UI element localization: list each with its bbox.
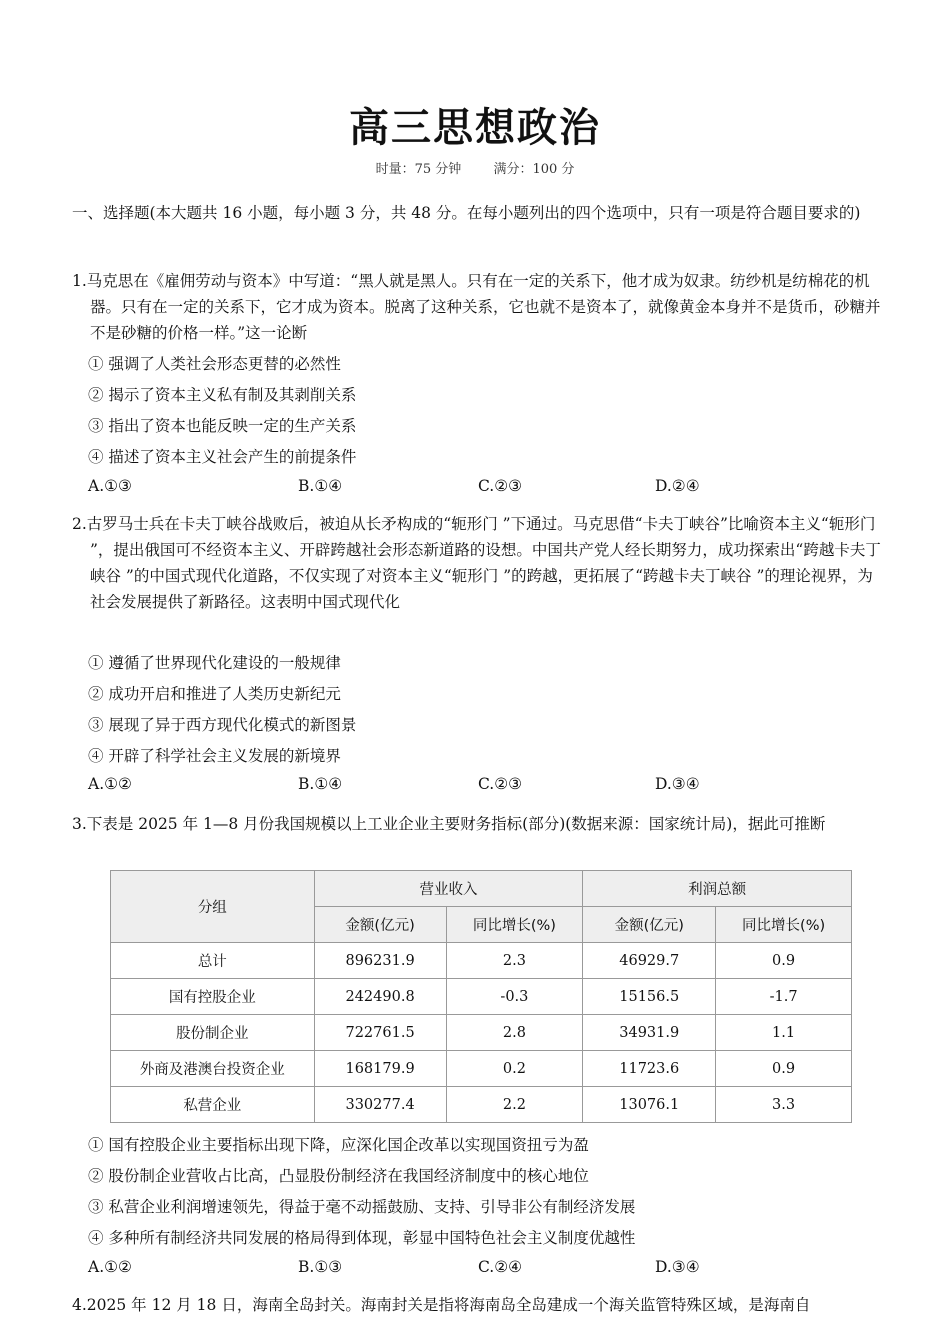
question-1-stem: 1.马克思在《雇佣劳动与资本》中写道：“黑人就是黑人。只有在一定的关系下，他才成为奴隶。纺纱机是纺棉花的机器。只有在一定的关系下，它才成为资本。脱离了这种关系，它也就不是资本了，就像黄金本身并不是货币，砂糖并不是砂糖的价格一样。”这一论断 bbox=[72, 272, 881, 342]
cell-profit-growth: 1.1 bbox=[716, 1015, 852, 1051]
table-row bbox=[111, 979, 852, 1015]
cell-profit: 13076.1 bbox=[583, 1087, 716, 1123]
cell-profit-growth: 3.3 bbox=[716, 1087, 852, 1123]
header-revenue-amount: 金额(亿元) bbox=[314, 907, 446, 943]
choice-b[interactable]: B.①④ bbox=[298, 477, 343, 495]
question-3-option-3: ③ 私营企业利润增速领先，得益于毫不动摇鼓励、支持、引导非公有制经济发展 bbox=[88, 1198, 636, 1216]
table-row bbox=[111, 943, 852, 979]
header-revenue: 营业收入 bbox=[314, 871, 583, 907]
question-2-option-2: ② 成功开启和推进了人类历史新纪元 bbox=[88, 685, 341, 703]
choice-d[interactable]: D.②④ bbox=[655, 477, 700, 495]
cell-revenue-growth: 2.3 bbox=[446, 943, 583, 979]
cell-profit: 34931.9 bbox=[583, 1015, 716, 1051]
header-group: 分组 bbox=[111, 871, 315, 943]
question-1-option-3: ③ 指出了资本也能反映一定的生产关系 bbox=[88, 417, 357, 435]
cell-revenue: 168179.9 bbox=[314, 1051, 446, 1087]
question-4 bbox=[72, 1292, 882, 1318]
cell-profit-growth: 0.9 bbox=[716, 943, 852, 979]
choice-c[interactable]: C.②④ bbox=[478, 1258, 523, 1276]
choice-c[interactable]: C.②③ bbox=[478, 477, 523, 495]
cell-group: 股份制企业 bbox=[111, 1015, 315, 1051]
cell-revenue-growth: 0.2 bbox=[446, 1051, 583, 1087]
question-2-option-1: ① 遵循了世界现代化建设的一般规律 bbox=[88, 654, 341, 672]
cell-revenue: 242490.8 bbox=[314, 979, 446, 1015]
cell-revenue-growth: 2.8 bbox=[446, 1015, 583, 1051]
cell-group: 外商及港澳台投资企业 bbox=[111, 1051, 315, 1087]
choice-a[interactable]: A.①② bbox=[88, 1258, 132, 1276]
cell-group: 私营企业 bbox=[111, 1087, 315, 1123]
question-1-option-1: ① 强调了人类社会形态更替的必然性 bbox=[88, 355, 341, 373]
page-title: 高三思想政治 bbox=[349, 105, 601, 151]
cell-group: 国有控股企业 bbox=[111, 979, 315, 1015]
question-1 bbox=[72, 268, 882, 346]
header-profit-amount: 金额(亿元) bbox=[583, 907, 716, 943]
header-profit: 利润总额 bbox=[583, 871, 852, 907]
question-1-option-2: ② 揭示了资本主义私有制及其剥削关系 bbox=[88, 386, 357, 404]
choice-d[interactable]: D.③④ bbox=[655, 775, 700, 793]
question-2-stem: 2.古罗马士兵在卡夫丁峡谷战败后，被迫从长矛构成的“轭形门 ”下通过。马克思借“卡夫丁峡谷”比喻资本主义“轭形门 ”，提出俄国可不经资本主义、开辟跨越社会形态新道路的设想。中国共产党人经长期努力，成功探索出“跨越卡夫丁峡谷 ”的中国式现代化道路，不仅实现了对资本主义“轭形门 ”的跨越，更拓展了“跨越卡夫丁峡谷 ”的理论视界，为社会发展提供了新路径。这表明中国式现代化 bbox=[72, 515, 881, 611]
choice-c[interactable]: C.②③ bbox=[478, 775, 523, 793]
question-2-choices bbox=[88, 775, 888, 801]
cell-profit: 11723.6 bbox=[583, 1051, 716, 1087]
cell-profit: 15156.5 bbox=[583, 979, 716, 1015]
header-revenue-growth: 同比增长(%) bbox=[446, 907, 583, 943]
question-4-stem: 4.2025 年 12 月 18 日，海南全岛封关。海南封关是指将海南岛全岛建成一个海关监管特殊区域，是海南自 bbox=[72, 1296, 811, 1314]
section-heading: 一、选择题(本大题共 16 小题，每小题 3 分，共 48 分。在每小题列出的四个选项中，只有一项是符合题目要求的) bbox=[72, 204, 861, 222]
exam-time: 时量：75 分钟 bbox=[375, 162, 462, 177]
question-2-option-3: ③ 展现了异于西方现代化模式的新图景 bbox=[88, 716, 357, 734]
exam-info bbox=[0, 158, 950, 177]
exam-score: 满分：100 分 bbox=[493, 162, 575, 177]
table-row bbox=[111, 1051, 852, 1087]
cell-revenue-growth: 2.2 bbox=[446, 1087, 583, 1123]
choice-d[interactable]: D.③④ bbox=[655, 1258, 700, 1276]
cell-revenue: 722761.5 bbox=[314, 1015, 446, 1051]
cell-profit-growth: -1.7 bbox=[716, 979, 852, 1015]
table-row bbox=[111, 1015, 852, 1051]
question-1-choices bbox=[88, 477, 888, 503]
choice-a[interactable]: A.①② bbox=[88, 775, 132, 793]
question-3-stem: 3.下表是 2025 年 1—8 月份我国规模以上工业企业主要财务指标(部分)(数据来源：国家统计局)，据此可推断 bbox=[72, 815, 826, 833]
question-1-option-4: ④ 描述了资本主义社会产生的前提条件 bbox=[88, 448, 357, 466]
cell-revenue-growth: -0.3 bbox=[446, 979, 583, 1015]
cell-profit-growth: 0.9 bbox=[716, 1051, 852, 1087]
question-2-option-4: ④ 开辟了科学社会主义发展的新境界 bbox=[88, 747, 341, 765]
cell-group: 总计 bbox=[111, 943, 315, 979]
finance-table bbox=[110, 870, 852, 1123]
cell-revenue: 330277.4 bbox=[314, 1087, 446, 1123]
question-3 bbox=[72, 811, 882, 837]
choice-b[interactable]: B.①③ bbox=[298, 1258, 343, 1276]
table-row bbox=[111, 1087, 852, 1123]
choice-b[interactable]: B.①④ bbox=[298, 775, 343, 793]
cell-revenue: 896231.9 bbox=[314, 943, 446, 979]
cell-profit: 46929.7 bbox=[583, 943, 716, 979]
question-3-option-4: ④ 多种所有制经济共同发展的格局得到体现，彰显中国特色社会主义制度优越性 bbox=[88, 1229, 636, 1247]
choice-a[interactable]: A.①③ bbox=[88, 477, 132, 495]
header-profit-growth: 同比增长(%) bbox=[716, 907, 852, 943]
question-3-option-2: ② 股份制企业营收占比高，凸显股份制经济在我国经济制度中的核心地位 bbox=[88, 1167, 589, 1185]
question-3-option-1: ① 国有控股企业主要指标出现下降，应深化国企改革以实现国资扭亏为盈 bbox=[88, 1136, 589, 1154]
question-2 bbox=[72, 511, 882, 615]
question-3-choices bbox=[88, 1258, 888, 1284]
